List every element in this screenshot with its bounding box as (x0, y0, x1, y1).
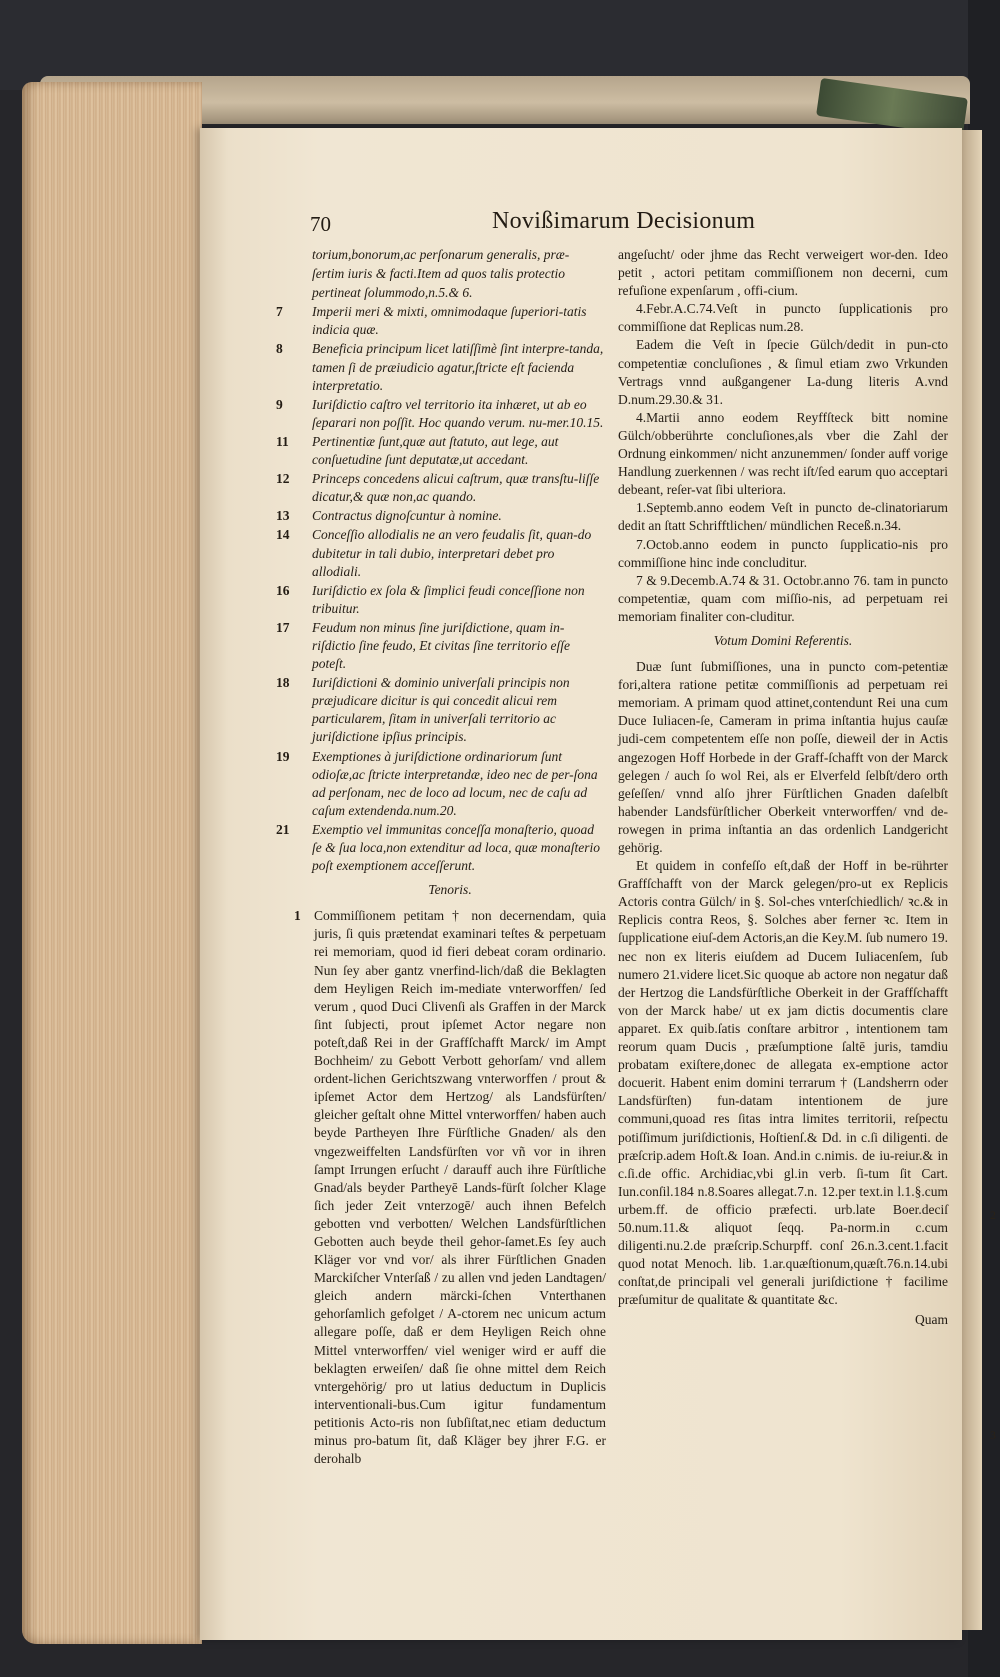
paragraph: Duæ ſunt ſubmiſſiones, una in puncto com-petentiæ fori,altera ratione petitæ commiſſionis ad perpetuam rei memoriam. A primam quod attinet,contendunt Rei una cum Duce Iuliacen-ſe, Cameram in prima inſtantia hujus cauſæ judi-cem competentem eſſe non poſſe, dieweil der in Actis angezogen Hoff Horbede in der Graff-ſchafft von der Marck gelegen / auch ſo wol Rei, als er Elverfeld ſelbſt/dero orth geſeſſen/ vnnd alſo jhrer Fürſtlichen Gnaden daſelbſt habender Landsfürſtlicher Oberkeit vnterworffen/ vnd de-rowegen in prima inſtantia an das ordenlich Landgericht gehörig. (618, 659, 948, 855)
summary-item (276, 303, 606, 339)
summary-text: pertineat ſolummodo,n.5.& 6. (312, 285, 473, 301)
summary-item (294, 246, 606, 264)
summary-item (276, 748, 606, 820)
summary-number: 16 (276, 582, 290, 598)
section-heading: Tenoris. (428, 882, 472, 898)
book-page-edges (22, 82, 202, 1644)
paragraph: 4.Martii anno eodem Reyffſteck bitt nomine Gülch/obberührte concluſiones,als vber die Zahl der Ordnung einkommen/ nicht anzunemmen/ ſonder auff vorige Handlung zuerkennen / was recht iſt/ſed earum quo acceptari debeant, reſer-vat ſibi ulteriora. (618, 409, 948, 498)
right-paragraphs (618, 246, 948, 626)
votum-heading: Votum Domini Referentis. (713, 632, 853, 648)
summary-number: 21 (276, 821, 290, 837)
summary-number: 13 (276, 508, 290, 524)
summary-text: Exemptiones à juriſdictione ordinariorum ſunt odioſæ,ac ſtricte interpretandæ, ideo nec de per-ſona ad perſonam, nec de loco ad locum, nec de caſu ad caſum extendenda.num.20. (312, 748, 598, 818)
summary-item (276, 470, 606, 506)
paragraph: 7 & 9.Decemb.A.74 & 31. Octobr.anno 76. tam in puncto competentiæ, quam com miſſio-nis, ad perpetuam rei memoriam finaliter con-cluditur. (618, 572, 948, 624)
summary-text: Iuriſdictio caſtro vel territorio ita inhæret, ut ab eo ſeparari non poſſit. Hoc quando verum. nu-mer.10.15. (312, 396, 604, 430)
catchword: Quam (915, 1312, 948, 1328)
summary-item (276, 507, 606, 525)
summary-text: Contractus dignoſcuntur à nomine. (312, 508, 502, 524)
summary-item (276, 340, 606, 394)
body-paragraph (294, 907, 606, 1468)
facing-margin-number: 2 (990, 1208, 996, 1222)
summary-item (294, 265, 606, 283)
summary-text: Iuriſdictioni & dominio univerſali principis non præjudicare dicitur is qui concedit alicui rem particularem, ſitam in univerſali territorio ac juriſdictione ipſius principis. (312, 675, 570, 745)
running-head: Novißimarum Decisionum (492, 208, 756, 234)
summary-text: Beneficia principum licet latiſſimè ſint interpre-tanda, tamen ſi de præiudicio agatur,ſtricte eſt facienda interpretatio. (312, 341, 604, 393)
summary-list (276, 246, 606, 875)
summary-number: 17 (276, 619, 290, 635)
summary-text: ſertim iuris & facti.Item ad quos talis protectio (312, 266, 565, 282)
summary-item (276, 526, 606, 580)
paragraph: 4.Febr.A.C.74.Veſt in puncto ſupplicationis pro commiſſione dat Replicas num.28. (618, 301, 948, 335)
summary-number: 14 (276, 527, 290, 543)
summary-number: 12 (276, 471, 290, 487)
summary-text: Imperii meri & mixti, omnimodaque ſuperiori-tatis indicia quæ. (312, 304, 587, 338)
summary-item (276, 674, 606, 746)
facing-margin-number: 3 (990, 1428, 996, 1442)
paragraph-number: 1 (294, 908, 301, 924)
paragraph: 7.Octob.anno eodem in puncto ſupplicatio-nis pro commiſſione hinc inde concluditur. (618, 536, 948, 570)
summary-item (276, 619, 606, 673)
summary-item (276, 821, 606, 875)
summary-number: 9 (276, 396, 283, 412)
paragraph: 1.Septemb.anno eodem Veſt in puncto de-clinatoriarum dedit an ſtatt Schrifftlichen/ mündlichen Receß.n.34. (618, 500, 948, 534)
summary-number: 18 (276, 675, 290, 691)
paragraph: angeſucht/ oder jhme das Recht verweigert wor-den. Ideo petit , actori petitam commiſſionem non decerni, cum refuſione expenſarum , offi-cium. (618, 247, 948, 299)
right-column (618, 246, 948, 1330)
summary-text: Pertinentiæ ſunt,quæ aut ſtatuto, aut lege, aut conſuetudine ſunt deputatæ,ut accedant. (312, 433, 559, 468)
facing-page-edge (960, 130, 982, 1630)
summary-item (276, 433, 606, 469)
paragraph: Et quidem in confeſſo eſt,daß der Hoff in be-rührter Graffſchafft von der Marck gelegen/pro-ut ex Replicis Actoris contra Gülch/ in §. Sol-ches vnterſchiedlich/ ꝛc.& in Replicis contra Reos, §. Solches aber ferner ꝛc. Item in ſupplicatione eiuſ-dem Actoris,an die Key.M. ſub numero 19. nec non ex literis eiuſdem ad Ducem Iuliacenſem, ſub numero 21.videre licet.Sic quoque ab actore non negatur daß der Hertzog die Landsfürſtliche Oberkeit in der Graffſchafft von der Marck habe/ ut ex jam dictis documentis clare apparet. Ex quib.ſatis conſtare arbitror , intentionem tam reorum quam Ducis , præſumptione ſaltē juris, tamdiu probatam exiſtere,donec de allegata ex-emptione actor docuerit. Habent enim domini terrarum † (Landsherrn oder Landsfürſten) fun-datam intentionem de jure communi,quoad res ſitas intra limites territorii, reſpectu potiſſimum juriſdictionis, Hoſtienſ.& Dd. in c.ſi diligenti. de præſcrip.adem Hoſt.& Ioan. And.in c.nimis. de iu-reiur.& in c.ſi.de offic. Archidiac,vbi gl.in verb. ſi-tum ſit Cart. Iun.conſil.184 n.8.Soares allegat.7.n. 12.per text.in l.1.§.cum urbem.ff. de officio præfecti. urb.late Boer.deciſ 50.num.11.& aliquot ſeqq. Pa-norm.in c.cum diligenti.nu.2.de præſcrip.Schurpff. conſ 26.n.3.cent.1.facit quod notat Menoch. lib. 1.ar.quæſtionum,quæſt.76.n.14.ubi conſtat,de principali vel generali juriſdictione † facilime præſumitur de qualitate & quantitate &c. (618, 858, 948, 1308)
summary-number: 19 (276, 748, 290, 764)
summary-number: 11 (276, 433, 289, 449)
page-number: 70 (310, 212, 331, 236)
summary-item (294, 284, 606, 302)
paragraph: Eadem die Veſt in ſpecie Gülch/dedit in pun-cto competentiæ concluſiones , & ſimul etiam zwo Vrkunden Vertrags vnnd außgangener La-dung literis A.vnd D.num.29.30.& 31. (618, 337, 948, 407)
summary-number: 7 (276, 304, 283, 320)
paragraph-text: Commiſſionem petitam † non decernendam, quia juris, ſi quis prætendat examinari teſtes & perpetuam rei memoriam, quod id fieri debeat coram ordinario. Nun ſey aber gantz vnerfind-lich/daß die Beklagten dem Heyligen Reich im-mediate vnterworffen/ ſed verum , quod Duci Clivenſi als Graffen in der Marck ſint ſubjecti, prout ipſemet Actor negare non poteſt,daß Rei in der Graffſchafft Marck/ im Ampt Bochheim/ zu Gebott Verbott gehorſam/ vnd allem ordent-lichen Gerichtszwang vnterworffen / prout & ipſemet Actor dem Hertzog/ als Landsfürſten/ gleicher geſtalt ohne Mittel vnterworffen/ haben auch beyde Partheyen Ihre Fürſtliche Gnaden/ als den vngezweiffelten Landsfürſten vor vñ vor in ihren ſampt Irrungen erſucht / darauff auch ihre Fürſtliche Gnad/als beyder Partheyē Lands-fürſt ſolcher Klage ſich jeder Zeit vnterzogē/ auch ihnen Befelch gebotten vnd verbotten/ Welchen Landsfürſtlichen Gebotten auch beyde theil gehor-ſamet.Es ſey auch Kläger vor vnd vor/ als ihrer Fürſtlichen Gnaden Marckiſcher Vnterſaß / zu allen vnd jeden Landtagen/ gleich andern märcki-ſchen Vnterthanen gehorſamlich gefolget / A-ctorem nec unicum actum allegare poſſe, daß er dem Heyligen Reich ohne Mittel vnterworffen/ viel weniger wird er auff die beklagten erweiſen/ daß ſie ohne mittel dem Reich vntergehörig/ pro ut latius deductum in Duplicis interventionali-bus.Cum igitur fundamentum petitionis Acto-ris non ſubſiſtat,nec etiam deductum minus pro-batum ſit, daß Kläger bey jhrer F.G. er derohalb (314, 908, 606, 1467)
summary-text: Feudum non minus ſine juriſdictione, quam in-riſdictio ſine feudo, Et civitas ſine territorio eſſe poteſt. (312, 619, 570, 672)
summary-number: 8 (276, 341, 283, 357)
summary-text: Princeps concedens alicui caſtrum, quæ transſtu-liſſe dicatur,& quæ non,ac quando. (312, 471, 600, 505)
summary-item (276, 396, 606, 432)
summary-text: Exemptio vel immunitas conceſſa monaſterio, quoad ſe & ſua loca,non extenditur ad loca, quæ monaſterio poſt exemptionem acceſſerunt. (312, 821, 600, 874)
summary-text: torium,bonorum,ac perſonarum generalis, præ- (312, 247, 570, 262)
summary-item (276, 582, 606, 618)
summary-text: Conceſſio allodialis ne an vero feudalis ſit, quan-do dubitetur in tali dubio, interpretari debet pro allodiali. (312, 527, 592, 579)
book-page (200, 128, 962, 1640)
right-body (618, 658, 948, 1309)
summary-text: Iuriſdictio ex ſola & ſimplici feudi conceſſione non tribuitur. (312, 582, 585, 616)
left-column (276, 246, 606, 1468)
